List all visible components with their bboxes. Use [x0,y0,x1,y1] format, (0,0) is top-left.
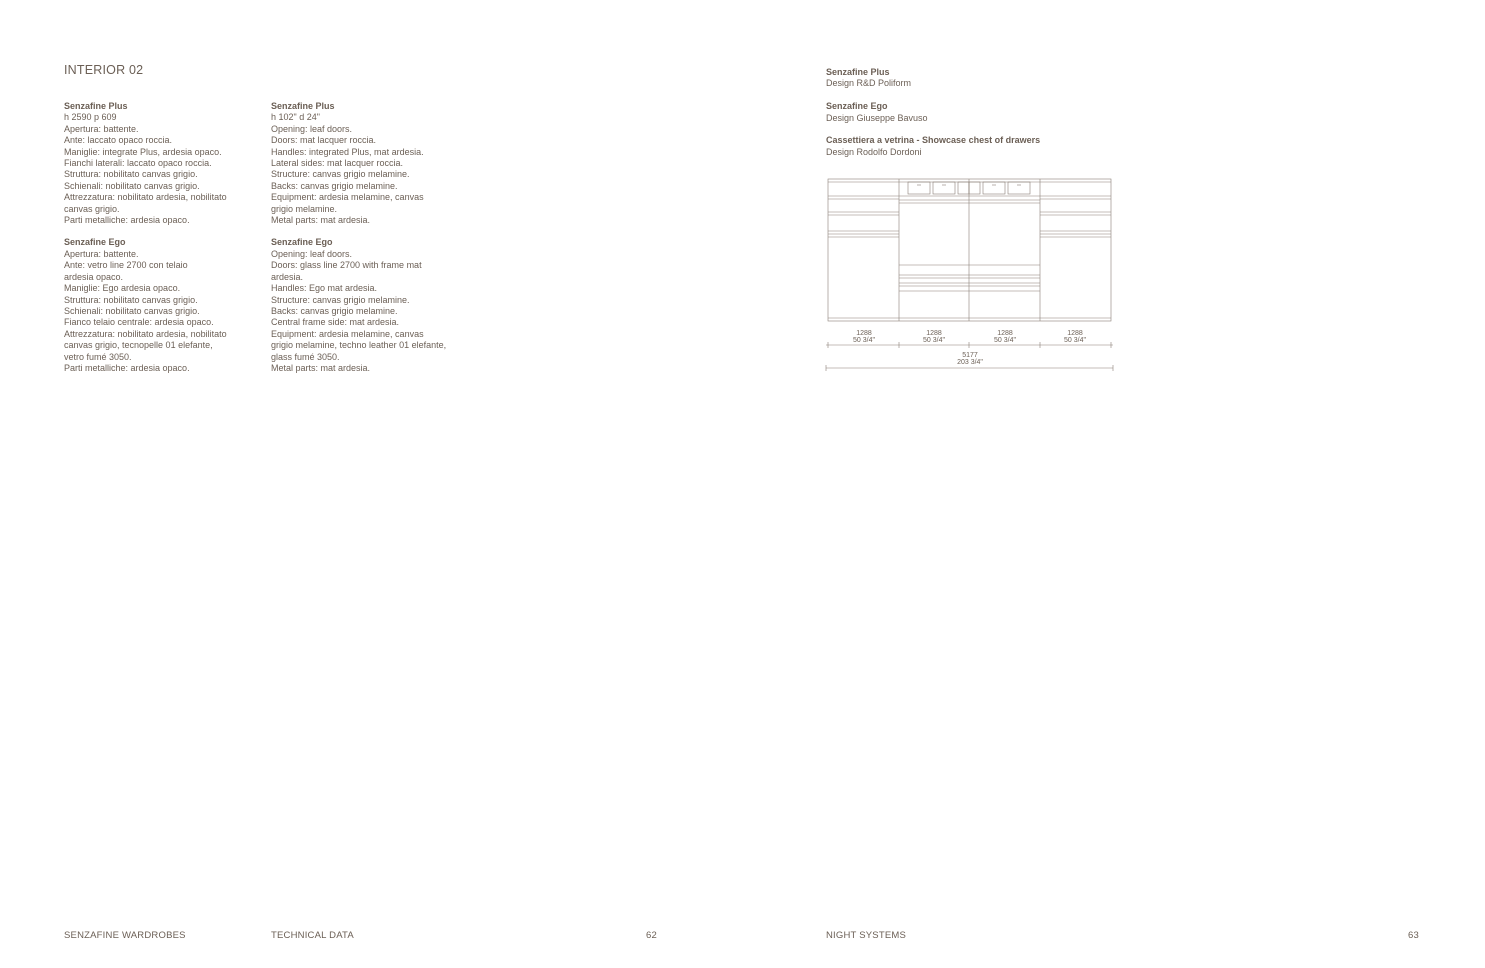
footer-section: TECHNICAL DATA [271,930,354,941]
italian-ego-spec [64,237,264,374]
product-name: Senzafine Plus [826,67,890,77]
spec-line: Handles: integrated Plus, mat ardesia. [271,146,424,157]
designer-name: Design R&D Poliform [826,78,912,89]
designer-name: Design Rodolfo Dordoni [826,146,922,157]
right-module [1040,196,1111,237]
page-number-right: 63 [1408,930,1419,941]
spec-line: Backs: canvas grigio melamine. [271,180,398,191]
spec-line: Structure: canvas grigio melamine. [271,169,410,180]
spec-line: Maniglie: Ego ardesia opaco. [64,283,181,294]
spec-line: Fianchi laterali: laccato opaco roccia. [64,158,212,169]
wardrobe-elevation-drawing [820,175,1120,375]
designer-credit [826,101,1146,124]
spec-line: ardesia. [271,271,304,282]
spec-line: Structure: canvas grigio melamine. [271,294,410,305]
page-number-left: 62 [646,930,657,941]
spec-line: h 2590 p 609 [64,112,117,123]
module-width-inch: 50 3/4" [853,337,875,344]
spec-line: Backs: canvas grigio melamine. [271,305,398,316]
spec-line: Equipment: ardesia melamine, canvas [271,328,424,339]
designer-credit [826,67,1146,90]
module-width-mm: 1288 [926,330,942,337]
wardrobe-outline [828,179,1111,321]
italian-plus-spec [64,101,264,226]
module-width-mm: 1288 [1067,330,1083,337]
spec-heading: Senzafine Plus [64,101,128,111]
spec-line: Handles: Ego mat ardesia. [271,283,378,294]
spec-line: Fianco telaio centrale: ardesia opaco. [64,317,214,328]
module-width-inch: 50 3/4" [994,337,1016,344]
spec-line: Attrezzatura: nobilitato ardesia, nobilitato [64,192,227,203]
spec-line: Ante: laccato opaco roccia. [64,135,173,146]
spec-line: Central frame side: mat ardesia. [271,317,400,328]
spec-line: Metal parts: mat ardesia. [271,215,371,226]
footer-collection: SENZAFINE WARDROBES [64,930,186,941]
module-width-mm: 1288 [997,330,1013,337]
spec-line: Apertura: battente. [64,123,139,134]
spec-line: Parti metalliche: ardesia opaco. [64,362,190,373]
spec-line: Maniglie: integrate Plus, ardesia opaco. [64,146,222,157]
spec-line: Parti metalliche: ardesia opaco. [64,215,190,226]
spec-line: grigio melamine. [271,203,338,214]
spec-line: Metal parts: mat ardesia. [271,362,371,373]
product-name: Senzafine Ego [826,101,888,112]
spec-line: canvas grigio, tecnopelle 01 elefante, [64,340,213,351]
module-width-inch: 50 3/4" [1064,337,1086,344]
spec-heading: Senzafine Ego [271,237,333,248]
spec-heading: Senzafine Plus [271,101,335,111]
spec-line: Struttura: nobilitato canvas grigio. [64,294,198,305]
spec-line: glass fumé 3050. [271,351,340,362]
english-plus-spec [271,101,481,226]
module-width-inch: 50 3/4" [923,337,945,344]
spec-line: Ante: vetro line 2700 con telaio [64,260,188,271]
left-module [828,196,899,237]
total-width-inch: 203 3/4" [957,359,983,366]
designer-credit [826,135,1146,158]
page-title: INTERIOR 02 [64,63,144,77]
spec-line: vetro fumé 3050. [64,351,132,362]
central-modules [899,196,1040,291]
spec-line: Schienali: nobilitato canvas grigio. [64,180,200,191]
spec-line: Lateral sides: mat lacquer roccia. [271,158,404,169]
module-width-mm: 1288 [856,330,872,337]
english-ego-spec [271,237,481,374]
spec-line: h 102" d 24" [271,112,320,123]
italian-column [64,101,264,385]
footer-section-right: NIGHT SYSTEMS [826,930,907,941]
spec-line: Schienali: nobilitato canvas grigio. [64,305,200,316]
spec-line: canvas grigio. [64,203,120,214]
spec-line: Apertura: battente. [64,248,139,259]
spec-heading: Senzafine Ego [64,237,126,248]
spec-line: Opening: leaf doors. [271,248,353,259]
designer-name: Design Giuseppe Bavuso [826,112,928,123]
spec-line: Attrezzatura: nobilitato ardesia, nobilitato [64,328,227,339]
spec-line: Struttura: nobilitato canvas grigio. [64,169,198,180]
product-name: Cassettiera a vetrina - Showcase chest of drawers [826,135,1041,146]
spec-line: Equipment: ardesia melamine, canvas [271,192,424,203]
designer-credits [826,67,1146,170]
showcase-drawers [908,182,1030,194]
spec-line: Doors: glass line 2700 with frame mat [271,260,422,271]
total-width-mm: 5177 [962,352,978,359]
spec-line: Opening: leaf doors. [271,123,353,134]
spec-line: ardesia opaco. [64,271,124,282]
spec-line: Doors: mat lacquer roccia. [271,135,377,146]
english-column [271,101,481,385]
spec-line: grigio melamine, techno leather 01 elefante, [271,340,447,351]
